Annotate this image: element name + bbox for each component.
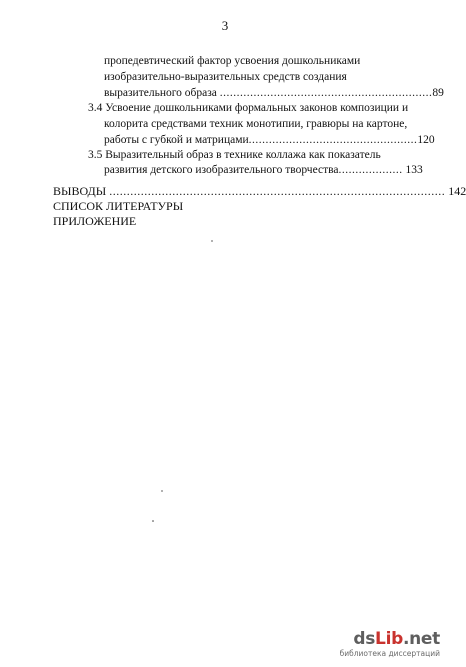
- toc-line: изобразительно-выразительных средств создания: [104, 71, 347, 83]
- toc-appendix: ПРИЛОЖЕНИЕ: [53, 214, 137, 228]
- toc-leader: ................................................................................................: [109, 184, 446, 198]
- dslib-logo: dsLib.net: [353, 629, 440, 649]
- toc-line: [104, 163, 423, 177]
- toc-entry-text: выразительного образа: [104, 87, 220, 99]
- toc-conclusions: [53, 184, 466, 198]
- toc-entry-text: ВЫВОДЫ: [53, 184, 110, 198]
- scan-speck: [161, 490, 163, 492]
- toc-leader: ...............................................................: [219, 87, 433, 99]
- scan-speck: [152, 520, 154, 522]
- toc-line: колорита средствами техник монотипии, гравюры на картоне,: [104, 118, 408, 130]
- toc-bibliography: СПИСОК ЛИТЕРАТУРЫ: [53, 199, 184, 213]
- toc-leader: ...................: [338, 164, 403, 176]
- toc-page-ref: 133: [402, 164, 423, 176]
- dslib-watermark: [330, 629, 440, 659]
- scan-speck: [211, 240, 213, 242]
- toc-line: [104, 133, 435, 147]
- toc-leader: ..................................................: [248, 134, 418, 146]
- toc-page-ref: 120: [417, 134, 435, 146]
- dslib-tagline: библиотека диссертаций: [339, 649, 440, 658]
- toc-entry-text: развития детского изобразительного творчества: [104, 164, 339, 176]
- toc-line: [104, 86, 444, 100]
- toc-line: пропедевтический фактор усвоения дошкольниками: [104, 55, 361, 67]
- toc-page-ref: 89: [432, 87, 444, 99]
- toc-line: 3.4 Усвоение дошкольниками формальных законов композиции и: [88, 102, 409, 114]
- toc-entry-text: работы с губкой и матрицами: [104, 134, 249, 146]
- page-number: 3: [221, 18, 229, 33]
- toc-page-ref: 142: [445, 184, 466, 198]
- toc-line: 3.5 Выразительный образ в технике коллажа как показатель: [88, 149, 381, 161]
